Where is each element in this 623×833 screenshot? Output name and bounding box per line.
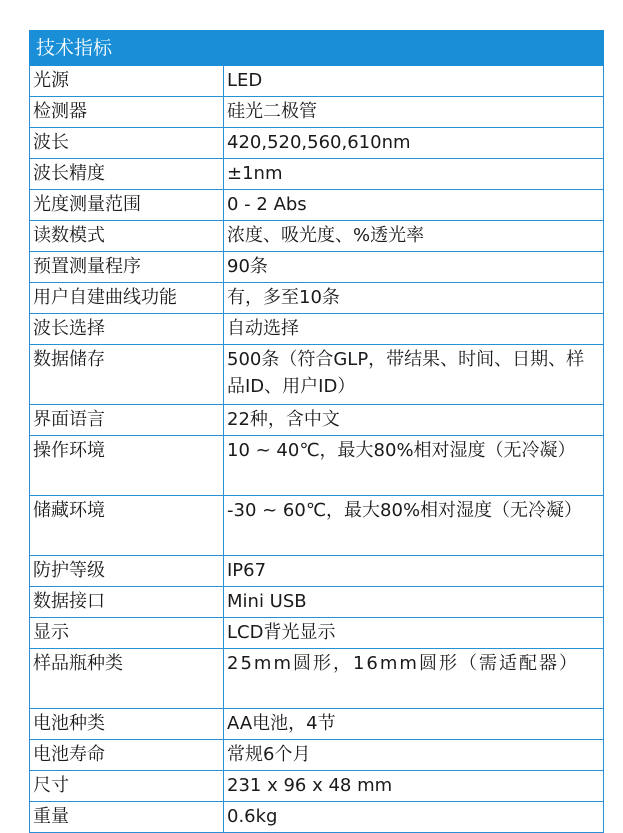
row-value: 90条 [224,252,604,283]
row-value: 0 - 2 Abs [224,190,604,221]
row-label: 样品瓶种类 [30,649,224,709]
table-row [30,556,604,587]
row-label: 电池寿命 [30,740,224,771]
row-label: 界面语言 [30,405,224,436]
row-label: 光度测量范围 [30,190,224,221]
table-row [30,252,604,283]
row-label: 波长精度 [30,159,224,190]
row-value: 自动选择 [224,314,604,345]
row-value: LED [224,66,604,97]
table-row [30,709,604,740]
table-row [30,436,604,496]
table-row [30,802,604,833]
table-row [30,128,604,159]
row-label: 操作环境 [30,436,224,496]
row-label: 光源 [30,66,224,97]
table-row [30,314,604,345]
row-value: 0.6kg [224,802,604,833]
spec-table [29,30,604,833]
row-value: 有，多至10条 [224,283,604,314]
row-value: IP67 [224,556,604,587]
table-row [30,221,604,252]
row-value: ±1nm [224,159,604,190]
row-value: 22种，含中文 [224,405,604,436]
table-row [30,649,604,709]
row-value: AA电池，4节 [224,709,604,740]
row-label: 数据储存 [30,345,224,405]
table-row [30,496,604,556]
row-value: -30 ~ 60℃，最大80%相对湿度（无冷凝） [224,496,604,556]
row-label: 检测器 [30,97,224,128]
table-row [30,283,604,314]
table-header-row [30,31,604,66]
row-label: 防护等级 [30,556,224,587]
row-label: 储藏环境 [30,496,224,556]
table-title: 技术指标 [30,31,604,66]
row-label: 显示 [30,618,224,649]
table-row [30,405,604,436]
row-label: 用户自建曲线功能 [30,283,224,314]
row-label: 电池种类 [30,709,224,740]
table-row [30,345,604,405]
row-label: 数据接口 [30,587,224,618]
row-value: 10 ~ 40℃，最大80%相对湿度（无冷凝） [224,436,604,496]
row-label: 预置测量程序 [30,252,224,283]
row-value: 硅光二极管 [224,97,604,128]
table-row [30,740,604,771]
row-label: 波长 [30,128,224,159]
row-label: 波长选择 [30,314,224,345]
table-row [30,587,604,618]
row-value: 浓度、吸光度、%透光率 [224,221,604,252]
table-row [30,66,604,97]
table-row [30,618,604,649]
row-value: LCD背光显示 [224,618,604,649]
row-value: 500条（符合GLP，带结果、时间、日期、样品ID、用户ID） [224,345,604,405]
row-value: 常规6个月 [224,740,604,771]
row-label: 尺寸 [30,771,224,802]
row-value: 25mm圆形，16mm圆形（需适配器） [224,649,604,709]
table-row [30,771,604,802]
table-row [30,190,604,221]
table-row [30,159,604,190]
row-label: 重量 [30,802,224,833]
row-value: Mini USB [224,587,604,618]
table-row [30,97,604,128]
row-value: 420,520,560,610nm [224,128,604,159]
row-label: 读数模式 [30,221,224,252]
row-value: 231 x 96 x 48 mm [224,771,604,802]
